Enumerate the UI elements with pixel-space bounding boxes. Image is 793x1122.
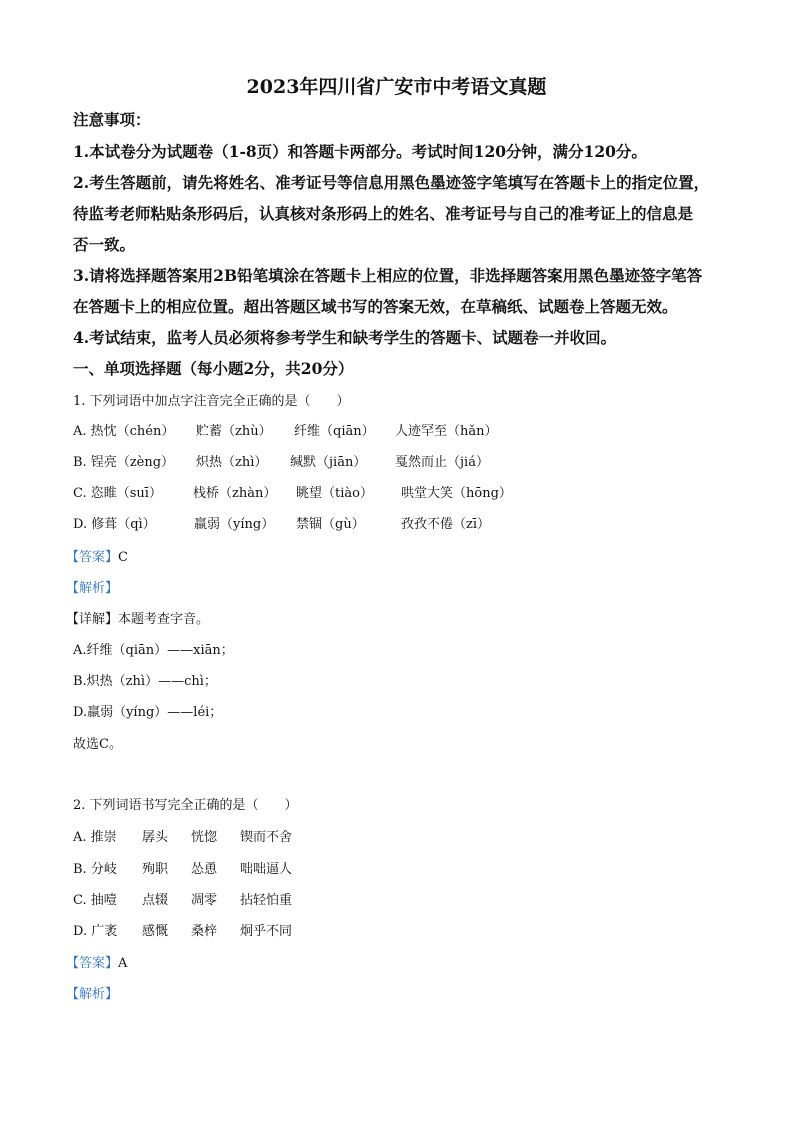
option-item: B. 分岐	[73, 862, 117, 877]
answer-label: 【答案】	[66, 550, 119, 565]
option-item: 炯乎不同	[240, 924, 293, 939]
notice-line: 在答题卡上的相应位置。超出答题区域书写的答案无效，在草稿纸、试题卷上答题无效。	[73, 297, 678, 316]
option-item: 纤维（qiān）	[294, 424, 375, 439]
notice-line: 待监考老师粘贴条形码后，认真核对条形码上的姓名、准考证号与自己的准考证上的信息是	[73, 204, 694, 223]
q2-answer	[66, 952, 127, 971]
notice-line: 1.本试卷分为试题卷（1-8页）和答题卡两部分。考试时间120分钟，满分120分。	[73, 142, 647, 161]
q1-explain: D.羸弱（yíng）——léi；	[73, 705, 223, 720]
option-item: 感慨	[142, 924, 169, 939]
option-item: 孱头	[142, 830, 169, 845]
option-item: 缄默（jiān）	[290, 455, 367, 470]
detail-label: 【详解】	[66, 612, 119, 627]
option-item: 咄咄逼人	[240, 862, 293, 877]
option-item: 戛然而止（jiá）	[395, 455, 489, 470]
option-item: B. 锃亮（zèng）	[73, 455, 175, 470]
option-item: 锲而不舍	[240, 830, 293, 845]
page-title: 2023年四川省广安市中考语文真题	[246, 76, 547, 98]
option-item: 栈桥（zhàn）	[193, 486, 277, 501]
q1-detail	[66, 608, 209, 627]
option-item: 炽热（zhì）	[196, 455, 268, 470]
notice-line: 2.考生答题前，请先将姓名、准考证号等信息用黑色墨迹签字笔填写在答题卡上的指定位置，	[73, 173, 710, 192]
notice-line: 3.请将选择题答案用2B铅笔填涂在答题卡上相应的位置，非选择题答案用黑色墨迹签字笔答	[73, 266, 703, 285]
option-item: 殉职	[142, 862, 169, 877]
notice-line: 否一致。	[73, 235, 136, 254]
q1-explain: A.纤维（qiān）——xiān；	[73, 643, 234, 658]
answer-value: C	[118, 550, 128, 565]
notice-line: 4.考试结束，监考人员必须将参考学生和缺考学生的答题卡、试题卷一并收回。	[73, 328, 617, 347]
q1-stem: 1. 下列词语中加点字注音完全正确的是（ ）	[73, 394, 350, 409]
option-item: D. 广袤	[73, 924, 118, 939]
option-item: D. 修葺（qì）	[73, 517, 156, 532]
option-item: 拈轻怕重	[240, 893, 293, 908]
q1-conclusion: 故选C。	[73, 737, 122, 752]
q1-analysis-label: 【解析】	[66, 581, 119, 596]
detail-text: 本题考查字音。	[118, 612, 210, 627]
option-item: 禁锢（gù）	[296, 517, 365, 532]
q1-answer	[66, 546, 128, 565]
option-item: 孜孜不倦（zī）	[401, 517, 491, 532]
option-item: 贮蓄（zhù）	[196, 424, 272, 439]
option-item: A. 推崇	[73, 830, 117, 845]
option-item: 眺望（tiào）	[296, 486, 373, 501]
option-item: 哄堂大笑（hōng）	[401, 486, 512, 501]
q1-explain: B.炽热（zhì）——chì；	[73, 674, 217, 689]
option-item: 羸弱（yíng）	[194, 517, 275, 532]
option-item: A. 热忱（chén）	[73, 424, 175, 439]
option-item: 怂恿	[191, 862, 218, 877]
q2-analysis-label: 【解析】	[66, 987, 119, 1002]
option-item: 人迹罕至（hǎn）	[395, 424, 498, 439]
option-item: 桑梓	[191, 924, 218, 939]
answer-value: A	[118, 956, 128, 971]
section-heading: 一、单项选择题（每小题2分，共20分）	[73, 359, 354, 378]
answer-label: 【答案】	[66, 956, 119, 971]
option-item: 凋零	[191, 893, 218, 908]
q2-stem: 2. 下列词语书写完全正确的是（ ）	[73, 798, 298, 813]
option-item: C. 抽噎	[73, 893, 117, 908]
notice-heading: 注意事项：	[73, 110, 151, 129]
option-item: 恍惚	[191, 830, 218, 845]
option-item: 点辍	[142, 893, 169, 908]
option-item: C. 恣睢（suī）	[73, 486, 162, 501]
